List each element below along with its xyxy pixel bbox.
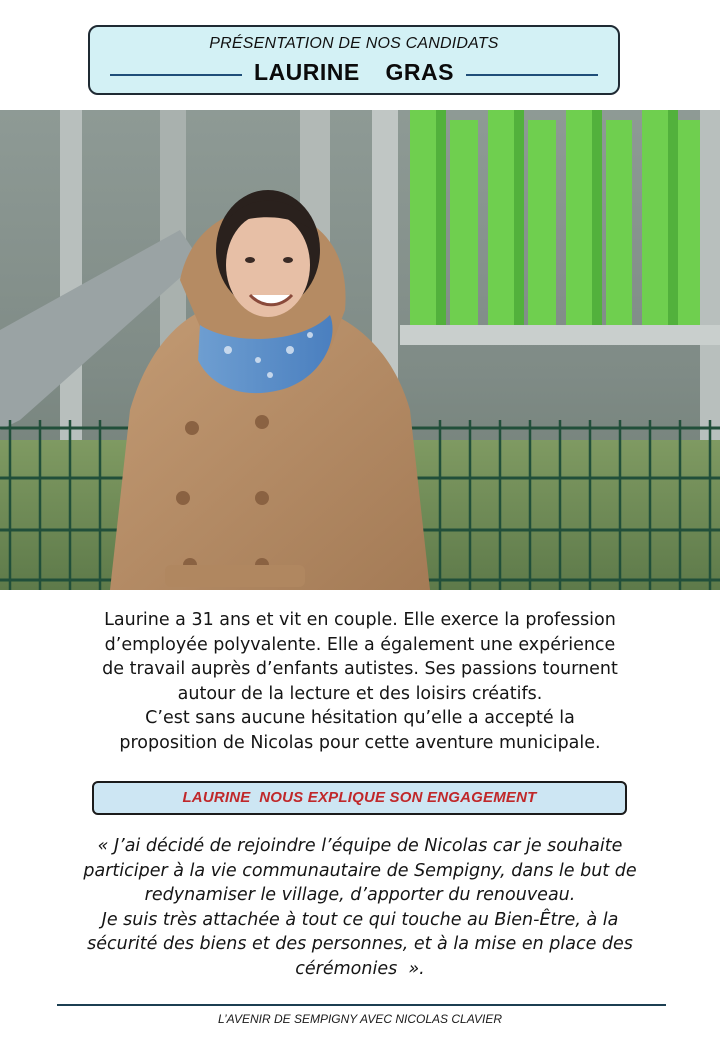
header-subtitle: PRÉSENTATION DE NOS CANDIDATS xyxy=(209,35,499,52)
engagement-banner: LAURINE NOUS EXPLIQUE SON ENGAGEMENT xyxy=(92,781,627,815)
quote-line: Je suis très attachée à tout ce qui touche au Bien-Être, à la xyxy=(101,909,619,930)
footer-text: L’AVENIR DE SEMPIGNY AVEC NICOLAS CLAVIER xyxy=(217,1012,503,1026)
bio-line: d’employée polyvalente. Elle a également une expérience xyxy=(104,634,616,655)
candidate-photo xyxy=(0,110,720,590)
quote-line: cérémonies ». xyxy=(295,958,425,979)
footer-divider xyxy=(57,1004,666,1006)
quote-line: sécurité des biens et des personnes, et à la mise en place des xyxy=(87,934,633,954)
bio-line: autour de la lecture et des loisirs créatifs. xyxy=(177,683,543,704)
quote-line: redynamiser le village, d’apporter du renouveau. xyxy=(144,885,576,905)
bio-line: de travail auprès d’enfants autistes. Ses passions tournent xyxy=(102,659,618,679)
bio-line: proposition de Nicolas pour cette aventure municipale. xyxy=(119,732,601,753)
candidate-quote xyxy=(40,834,680,981)
bio-line: C’est sans aucune hésitation qu’elle a accepté la xyxy=(145,708,575,728)
page-title: LAURINE GRAS xyxy=(254,59,454,85)
header-rule-right xyxy=(466,74,598,76)
bio-line: Laurine a 31 ans et vit en couple. Elle exerce la profession xyxy=(104,610,616,630)
candidate-bio xyxy=(60,608,660,755)
quote-line: « J’ai décidé de rejoindre l’équipe de Nicolas car je souhaite xyxy=(97,836,623,856)
quote-line: participer à la vie communautaire de Sempigny, dans le but de xyxy=(83,860,637,881)
header-box xyxy=(88,25,620,95)
